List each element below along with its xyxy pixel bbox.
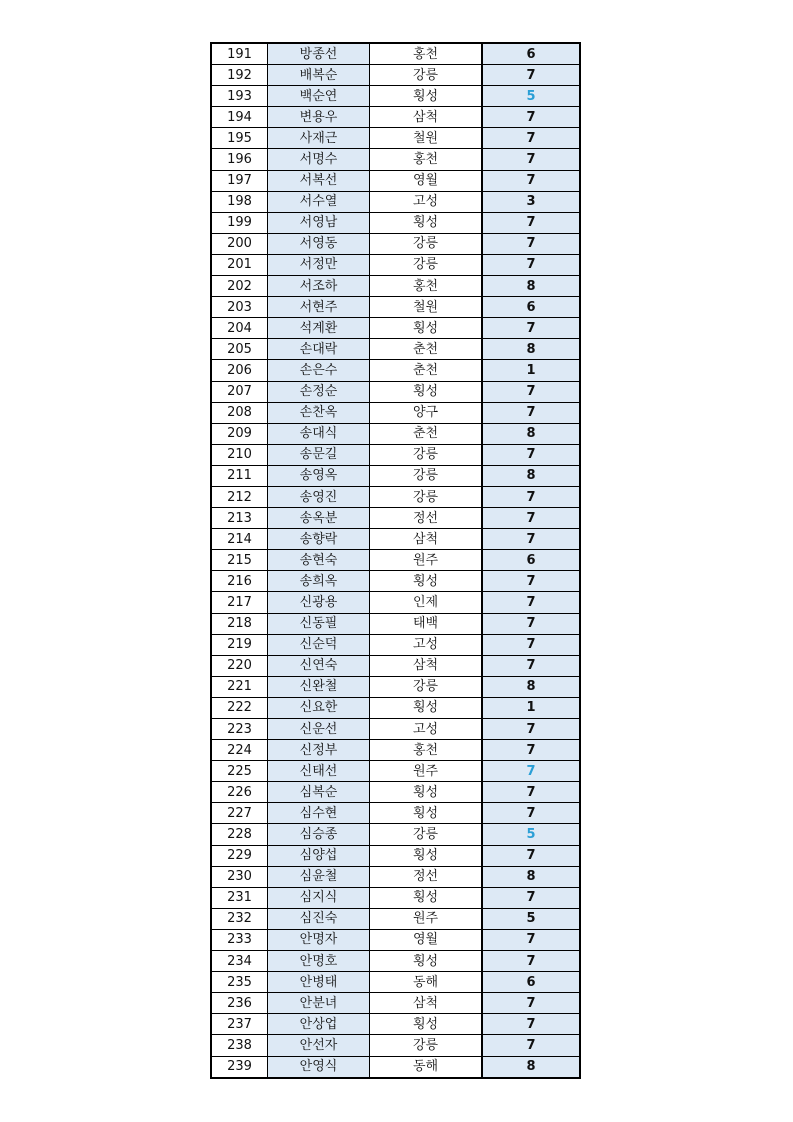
name-cell: 신태선 (268, 761, 370, 782)
name-cell: 신운선 (268, 719, 370, 740)
region-cell: 철원 (370, 297, 483, 318)
region-cell: 춘천 (370, 423, 483, 444)
name-cell: 서영동 (268, 233, 370, 254)
row-number-cell: 224 (211, 740, 268, 761)
row-number-cell: 202 (211, 276, 268, 297)
region-cell: 고성 (370, 719, 483, 740)
name-cell: 신연숙 (268, 655, 370, 676)
table-row (211, 128, 580, 149)
name-cell: 심윤철 (268, 866, 370, 887)
name-cell: 신순덕 (268, 634, 370, 655)
region-cell: 횡성 (370, 697, 483, 718)
score-cell: 7 (482, 929, 580, 950)
name-cell: 서복선 (268, 170, 370, 191)
score-cell: 7 (482, 740, 580, 761)
region-cell: 원주 (370, 550, 483, 571)
name-cell: 방종선 (268, 43, 370, 65)
row-number-cell: 230 (211, 866, 268, 887)
table-row (211, 803, 580, 824)
score-cell: 6 (482, 297, 580, 318)
score-cell: 7 (482, 803, 580, 824)
region-cell: 춘천 (370, 339, 483, 360)
region-cell: 횡성 (370, 571, 483, 592)
table-row (211, 782, 580, 803)
row-number-cell: 204 (211, 318, 268, 339)
table-row (211, 318, 580, 339)
region-cell: 원주 (370, 908, 483, 929)
name-cell: 안상업 (268, 1014, 370, 1035)
row-number-cell: 222 (211, 697, 268, 718)
row-number-cell: 225 (211, 761, 268, 782)
region-cell: 홍천 (370, 740, 483, 761)
row-number-cell: 218 (211, 613, 268, 634)
score-cell: 7 (482, 719, 580, 740)
table-row (211, 951, 580, 972)
table-row (211, 550, 580, 571)
score-cell: 7 (482, 486, 580, 507)
region-cell: 삼척 (370, 655, 483, 676)
table-row (211, 1014, 580, 1035)
score-cell: 7 (482, 592, 580, 613)
score-cell: 7 (482, 318, 580, 339)
score-cell: 1 (482, 697, 580, 718)
table-row (211, 191, 580, 212)
row-number-cell: 220 (211, 655, 268, 676)
score-cell: 7 (482, 634, 580, 655)
name-cell: 신정부 (268, 740, 370, 761)
name-cell: 신광용 (268, 592, 370, 613)
row-number-cell: 216 (211, 571, 268, 592)
row-number-cell: 205 (211, 339, 268, 360)
row-number-cell: 215 (211, 550, 268, 571)
region-cell: 삼척 (370, 993, 483, 1014)
region-cell: 강릉 (370, 444, 483, 465)
name-cell: 서명수 (268, 149, 370, 170)
table-row (211, 740, 580, 761)
table-row (211, 86, 580, 107)
name-cell: 심양섭 (268, 845, 370, 866)
row-number-cell: 231 (211, 887, 268, 908)
name-cell: 심진숙 (268, 908, 370, 929)
table-row (211, 887, 580, 908)
score-cell: 5 (482, 908, 580, 929)
region-cell: 동해 (370, 972, 483, 993)
region-cell: 횡성 (370, 86, 483, 107)
table-row (211, 254, 580, 275)
name-cell: 신동필 (268, 613, 370, 634)
table-row (211, 402, 580, 423)
score-cell: 8 (482, 423, 580, 444)
table-row (211, 444, 580, 465)
table-row (211, 993, 580, 1014)
name-cell: 신완철 (268, 676, 370, 697)
score-cell: 7 (482, 149, 580, 170)
region-cell: 춘천 (370, 360, 483, 381)
table-row (211, 655, 580, 676)
region-cell: 강릉 (370, 676, 483, 697)
name-cell: 서수열 (268, 191, 370, 212)
name-cell: 송영진 (268, 486, 370, 507)
score-cell: 7 (482, 613, 580, 634)
roster-table-body (211, 43, 580, 1078)
score-cell: 8 (482, 676, 580, 697)
table-row (211, 297, 580, 318)
region-cell: 양구 (370, 402, 483, 423)
score-cell: 8 (482, 465, 580, 486)
name-cell: 서조하 (268, 276, 370, 297)
region-cell: 원주 (370, 761, 483, 782)
row-number-cell: 227 (211, 803, 268, 824)
row-number-cell: 207 (211, 381, 268, 402)
row-number-cell: 209 (211, 423, 268, 444)
table-row (211, 423, 580, 444)
score-cell: 7 (482, 571, 580, 592)
region-cell: 강릉 (370, 233, 483, 254)
name-cell: 송옥분 (268, 508, 370, 529)
region-cell: 횡성 (370, 887, 483, 908)
row-number-cell: 196 (211, 149, 268, 170)
region-cell: 태백 (370, 613, 483, 634)
row-number-cell: 221 (211, 676, 268, 697)
score-cell: 7 (482, 212, 580, 233)
row-number-cell: 198 (211, 191, 268, 212)
row-number-cell: 234 (211, 951, 268, 972)
row-number-cell: 195 (211, 128, 268, 149)
region-cell: 삼척 (370, 107, 483, 128)
name-cell: 심복순 (268, 782, 370, 803)
row-number-cell: 235 (211, 972, 268, 993)
name-cell: 송문길 (268, 444, 370, 465)
table-row (211, 1056, 580, 1078)
region-cell: 횡성 (370, 803, 483, 824)
row-number-cell: 219 (211, 634, 268, 655)
region-cell: 영월 (370, 170, 483, 191)
table-row (211, 276, 580, 297)
score-cell: 7 (482, 170, 580, 191)
table-row (211, 149, 580, 170)
row-number-cell: 229 (211, 845, 268, 866)
table-row (211, 929, 580, 950)
score-cell: 7 (482, 254, 580, 275)
table-row (211, 972, 580, 993)
name-cell: 안선자 (268, 1035, 370, 1056)
region-cell: 횡성 (370, 951, 483, 972)
row-number-cell: 239 (211, 1056, 268, 1078)
row-number-cell: 238 (211, 1035, 268, 1056)
table-row (211, 719, 580, 740)
name-cell: 손은수 (268, 360, 370, 381)
row-number-cell: 211 (211, 465, 268, 486)
table-row (211, 360, 580, 381)
score-cell: 5 (482, 86, 580, 107)
row-number-cell: 233 (211, 929, 268, 950)
row-number-cell: 232 (211, 908, 268, 929)
name-cell: 심승종 (268, 824, 370, 845)
row-number-cell: 210 (211, 444, 268, 465)
region-cell: 횡성 (370, 212, 483, 233)
score-cell: 7 (482, 128, 580, 149)
name-cell: 송대식 (268, 423, 370, 444)
table-row (211, 233, 580, 254)
region-cell: 횡성 (370, 318, 483, 339)
score-cell: 7 (482, 887, 580, 908)
table-row (211, 613, 580, 634)
row-number-cell: 200 (211, 233, 268, 254)
name-cell: 심지식 (268, 887, 370, 908)
row-number-cell: 236 (211, 993, 268, 1014)
roster-table (210, 42, 581, 1079)
score-cell: 8 (482, 339, 580, 360)
score-cell: 7 (482, 402, 580, 423)
name-cell: 서정만 (268, 254, 370, 275)
score-cell: 8 (482, 866, 580, 887)
score-cell: 7 (482, 655, 580, 676)
name-cell: 백순연 (268, 86, 370, 107)
name-cell: 안영식 (268, 1056, 370, 1078)
score-cell: 8 (482, 276, 580, 297)
score-cell: 7 (482, 1035, 580, 1056)
row-number-cell: 223 (211, 719, 268, 740)
name-cell: 신요한 (268, 697, 370, 718)
table-row (211, 1035, 580, 1056)
table-row (211, 212, 580, 233)
region-cell: 강릉 (370, 254, 483, 275)
name-cell: 안병태 (268, 972, 370, 993)
name-cell: 송향락 (268, 529, 370, 550)
name-cell: 서현주 (268, 297, 370, 318)
table-row (211, 676, 580, 697)
region-cell: 정선 (370, 508, 483, 529)
name-cell: 석계환 (268, 318, 370, 339)
score-cell: 7 (482, 1014, 580, 1035)
score-cell: 7 (482, 444, 580, 465)
region-cell: 동해 (370, 1056, 483, 1078)
row-number-cell: 199 (211, 212, 268, 233)
region-cell: 고성 (370, 191, 483, 212)
region-cell: 고성 (370, 634, 483, 655)
region-cell: 홍천 (370, 43, 483, 65)
region-cell: 영월 (370, 929, 483, 950)
score-cell: 7 (482, 993, 580, 1014)
region-cell: 정선 (370, 866, 483, 887)
table-row (211, 866, 580, 887)
row-number-cell: 212 (211, 486, 268, 507)
region-cell: 횡성 (370, 845, 483, 866)
score-cell: 7 (482, 951, 580, 972)
name-cell: 손정순 (268, 381, 370, 402)
name-cell: 사재근 (268, 128, 370, 149)
name-cell: 손찬옥 (268, 402, 370, 423)
name-cell: 송현숙 (268, 550, 370, 571)
table-row (211, 845, 580, 866)
row-number-cell: 237 (211, 1014, 268, 1035)
table-row (211, 761, 580, 782)
region-cell: 횡성 (370, 1014, 483, 1035)
row-number-cell: 197 (211, 170, 268, 191)
region-cell: 삼척 (370, 529, 483, 550)
score-cell: 7 (482, 845, 580, 866)
score-cell: 6 (482, 972, 580, 993)
score-cell: 8 (482, 1056, 580, 1078)
table-row (211, 824, 580, 845)
table-row (211, 592, 580, 613)
name-cell: 배복순 (268, 65, 370, 86)
table-row (211, 508, 580, 529)
row-number-cell: 201 (211, 254, 268, 275)
score-cell: 3 (482, 191, 580, 212)
name-cell: 안명호 (268, 951, 370, 972)
score-cell: 6 (482, 550, 580, 571)
row-number-cell: 194 (211, 107, 268, 128)
score-cell: 7 (482, 508, 580, 529)
table-row (211, 65, 580, 86)
score-cell: 7 (482, 107, 580, 128)
name-cell: 손대락 (268, 339, 370, 360)
table-row (211, 107, 580, 128)
score-cell: 7 (482, 65, 580, 86)
region-cell: 철원 (370, 128, 483, 149)
name-cell: 안명자 (268, 929, 370, 950)
name-cell: 서영남 (268, 212, 370, 233)
name-cell: 송희옥 (268, 571, 370, 592)
row-number-cell: 191 (211, 43, 268, 65)
region-cell: 강릉 (370, 465, 483, 486)
name-cell: 안분녀 (268, 993, 370, 1014)
name-cell: 심수현 (268, 803, 370, 824)
region-cell: 홍천 (370, 149, 483, 170)
score-cell: 7 (482, 782, 580, 803)
score-cell: 5 (482, 824, 580, 845)
row-number-cell: 193 (211, 86, 268, 107)
region-cell: 횡성 (370, 381, 483, 402)
region-cell: 강릉 (370, 486, 483, 507)
table-row (211, 43, 580, 65)
table-row (211, 697, 580, 718)
score-cell: 7 (482, 529, 580, 550)
region-cell: 홍천 (370, 276, 483, 297)
region-cell: 인제 (370, 592, 483, 613)
score-cell: 7 (482, 761, 580, 782)
score-cell: 7 (482, 233, 580, 254)
table-row (211, 465, 580, 486)
region-cell: 강릉 (370, 1035, 483, 1056)
table-row (211, 634, 580, 655)
row-number-cell: 192 (211, 65, 268, 86)
table-row (211, 170, 580, 191)
score-cell: 1 (482, 360, 580, 381)
score-cell: 7 (482, 381, 580, 402)
row-number-cell: 208 (211, 402, 268, 423)
name-cell: 변용우 (268, 107, 370, 128)
row-number-cell: 217 (211, 592, 268, 613)
region-cell: 횡성 (370, 782, 483, 803)
row-number-cell: 203 (211, 297, 268, 318)
table-row (211, 381, 580, 402)
name-cell: 송영옥 (268, 465, 370, 486)
region-cell: 강릉 (370, 65, 483, 86)
row-number-cell: 226 (211, 782, 268, 803)
table-row (211, 571, 580, 592)
table-row (211, 486, 580, 507)
row-number-cell: 213 (211, 508, 268, 529)
row-number-cell: 228 (211, 824, 268, 845)
score-cell: 6 (482, 43, 580, 65)
table-row (211, 339, 580, 360)
row-number-cell: 206 (211, 360, 268, 381)
table-row (211, 529, 580, 550)
row-number-cell: 214 (211, 529, 268, 550)
region-cell: 강릉 (370, 824, 483, 845)
table-row (211, 908, 580, 929)
